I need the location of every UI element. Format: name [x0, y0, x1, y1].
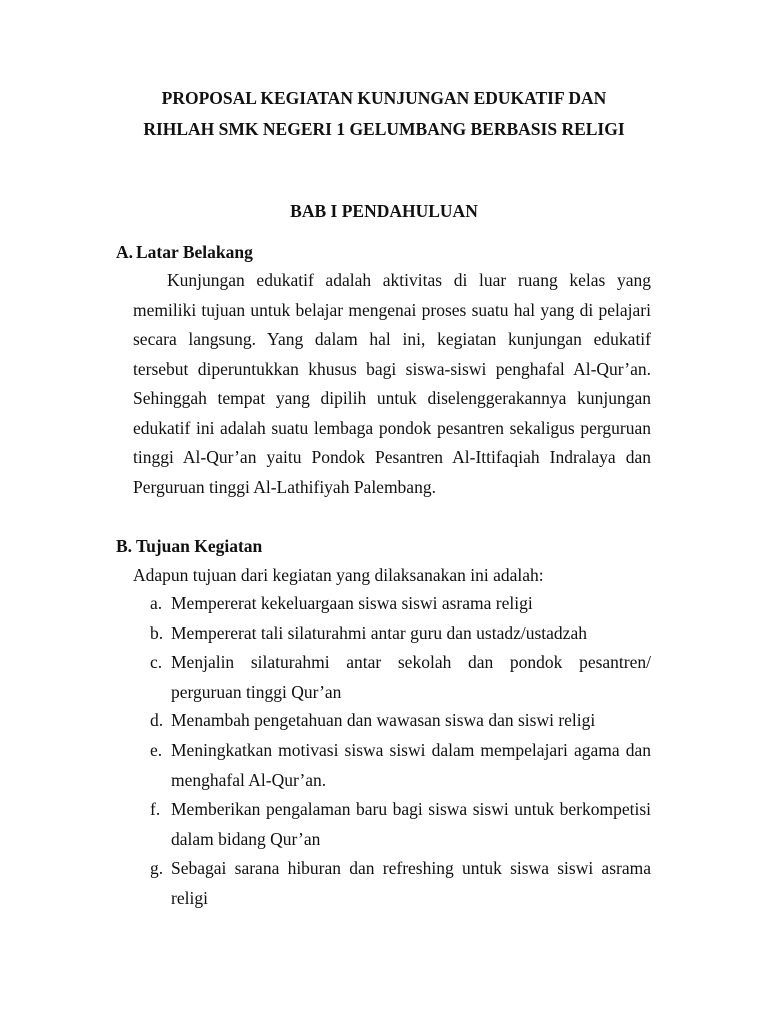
- section-b-title: Tujuan Kegiatan: [136, 536, 263, 556]
- list-item: [150, 589, 651, 619]
- list-item: [150, 619, 651, 649]
- list-item-marker: a.: [150, 593, 163, 613]
- list-item-marker: d.: [150, 710, 164, 730]
- list-item-marker: b.: [150, 623, 164, 643]
- chapter-heading: BAB I PENDAHULUAN: [290, 201, 478, 221]
- list-item-marker: e.: [150, 740, 163, 760]
- list-item-text: Mempererat tali silaturahmi antar guru dan ustadz/ustadzah: [171, 623, 587, 643]
- list-item-marker: c.: [150, 652, 163, 672]
- background-paragraph: Kunjungan edukatif adalah aktivitas di luar ruang kelas yang memiliki tujuan untuk belajar mengenai proses suatu hal yang di pelajari secara langsung. Yang dalam hal ini, kegiatan kunjungan edukatif tersebut diperuntukkan khusus bagi siswa-siswi penghafal Al-Qur’an. Sehinggah tempat yang dipilih untuk diselenggerakannya kunjungan edukatif ini adalah suatu lembaga pondok pesantren sekaligus perguruan tinggi Al-Qur’an yaitu Pondok Pesantren Al-Ittifaqiah Indralaya dan Perguruan tinggi Al-Lathifiyah Palembang.: [133, 270, 651, 497]
- document-title-line-1: PROPOSAL KEGIATAN KUNJUNGAN EDUKATIF DAN: [161, 88, 607, 108]
- list-item-text: Menjalin silaturahmi antar sekolah dan pondok pesantren/ perguruan tinggi Qur’an: [171, 652, 651, 702]
- list-item-text: Sebagai sarana hiburan dan refreshing untuk siswa siswi asrama religi: [171, 858, 651, 908]
- list-item-marker: f.: [150, 799, 161, 819]
- section-b-heading: [116, 536, 262, 556]
- list-item: [150, 648, 651, 707]
- list-item: [150, 736, 651, 795]
- document-title-line-2: RIHLAH SMK NEGERI 1 GELUMBANG BERBASIS RELIGI: [143, 119, 625, 139]
- section-a-title: Latar Belakang: [136, 242, 253, 262]
- list-item-text: Meningkatkan motivasi siswa siswi dalam mempelajari agama dan menghafal Al-Qur’an.: [171, 740, 651, 790]
- list-item: [150, 706, 651, 736]
- section-a-letter: A.: [116, 242, 134, 262]
- objectives-intro: Adapun tujuan dari kegiatan yang dilaksanakan ini adalah:: [133, 565, 544, 585]
- list-item: [150, 795, 651, 854]
- list-item-text: Menambah pengetahuan dan wawasan siswa dan siswi religi: [171, 710, 596, 730]
- section-a-heading: [116, 242, 253, 262]
- section-b-letter: B.: [116, 536, 133, 556]
- list-item: [150, 854, 651, 913]
- list-item-text: Memberikan pengalaman baru bagi siswa siswi untuk berkompetisi dalam bidang Qur’an: [171, 799, 651, 849]
- list-item-text: Mempererat kekeluargaan siswa siswi asrama religi: [171, 593, 533, 613]
- list-item-marker: g.: [150, 858, 164, 878]
